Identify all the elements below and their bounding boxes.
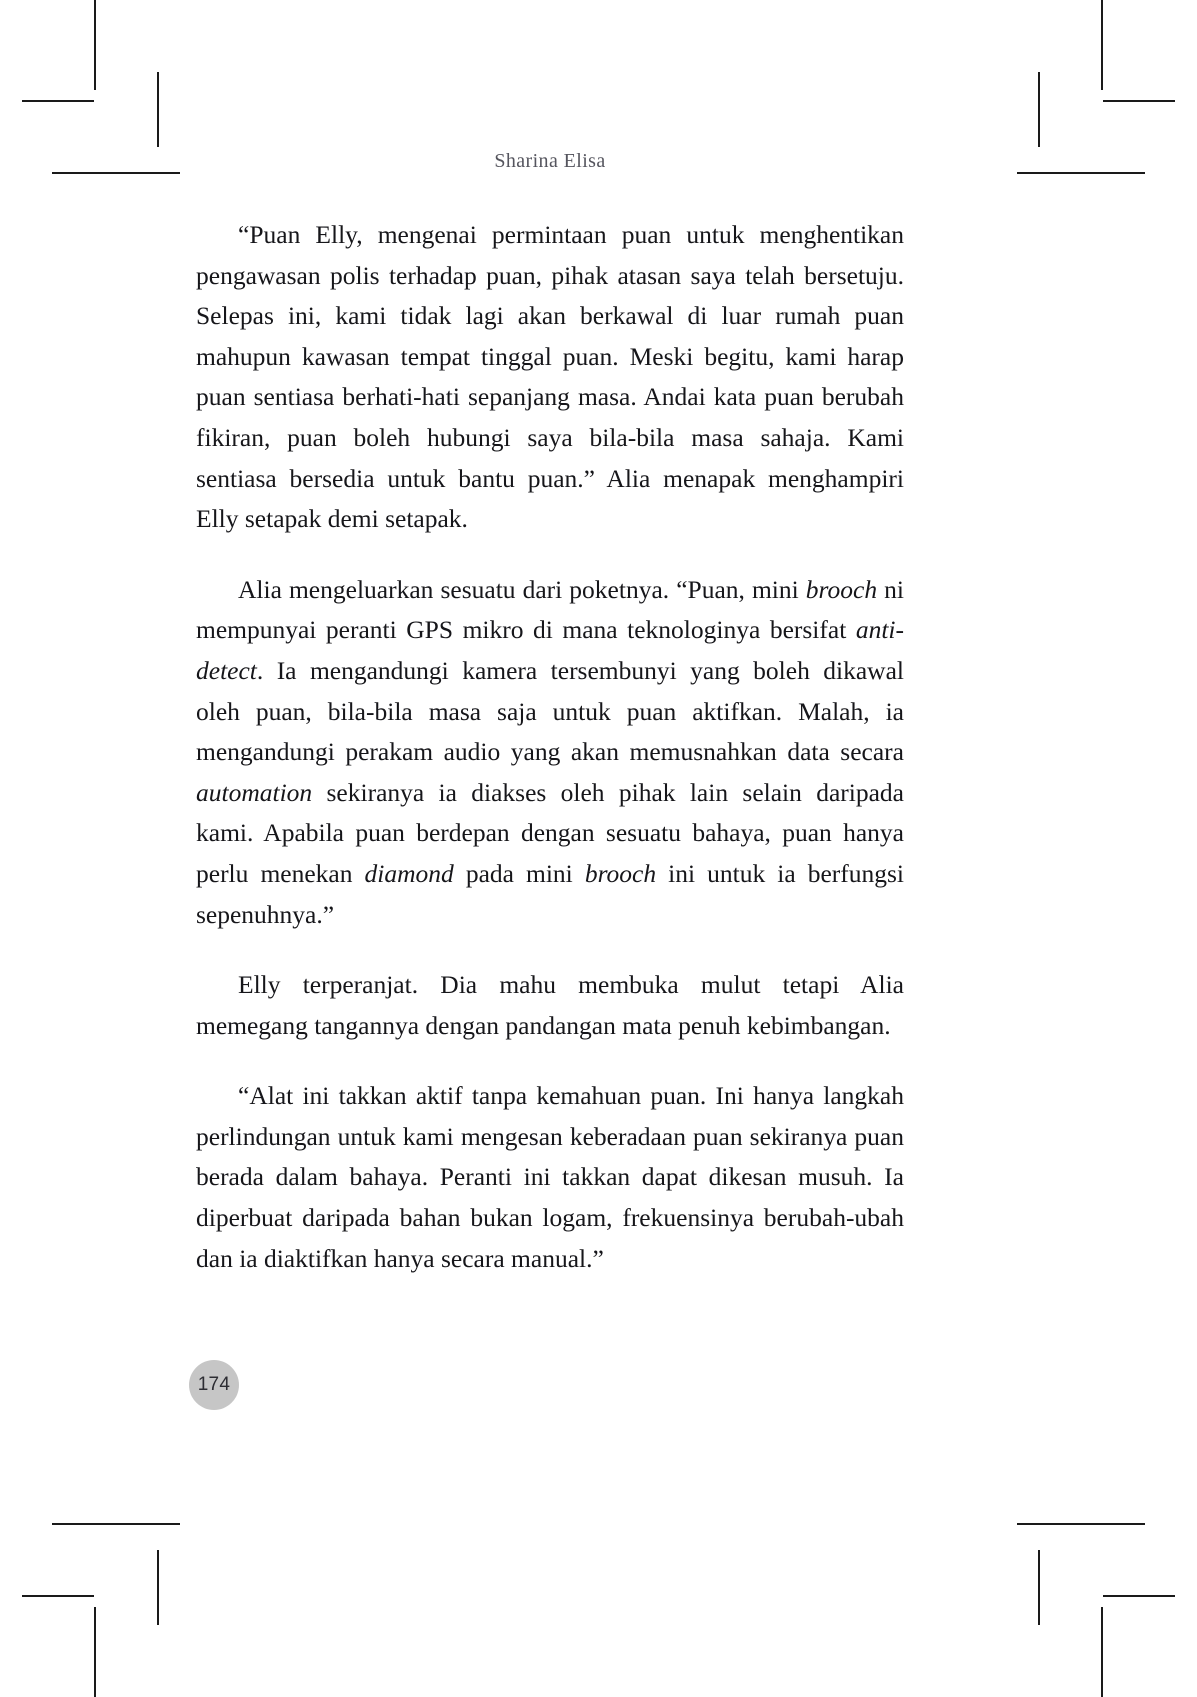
crop-mark-top-right-inner-vertical: [1038, 72, 1040, 147]
crop-mark-top-right-vertical: [1101, 0, 1103, 90]
italic-term: diamond: [364, 858, 454, 888]
crop-mark-top-left-horizontal: [22, 100, 94, 102]
paragraph-p1: [196, 215, 904, 540]
text-run: Elly terperanjat. Dia mahu membuka mulut tetapi Alia memegang tangannya dengan pandangan mata penuh kebimbangan.: [196, 970, 904, 1040]
crop-mark-bottom-right-inner-horizontal: [1017, 1523, 1145, 1525]
crop-mark-bottom-left-inner-vertical: [157, 1550, 159, 1625]
text-run: “Alat ini takkan aktif tanpa kemahuan puan. Ini hanya langkah perlindungan untuk kami mengesan keberadaan puan sekiranya puan berada dalam bahaya. Peranti ini takkan dapat dikesan musuh. Ia diperbuat daripada bahan bukan logam, frekuensinya berubah-ubah dan ia diaktifkan hanya secara manual.”: [196, 1081, 904, 1273]
paragraph-p3: [196, 965, 904, 1046]
italic-term: brooch: [805, 574, 878, 604]
text-column: [196, 150, 904, 1279]
crop-mark-top-right-horizontal: [1103, 100, 1175, 102]
italic-term: brooch: [584, 858, 657, 888]
crop-mark-bottom-right-inner-vertical: [1038, 1550, 1040, 1625]
running-head: Sharina Elisa: [494, 150, 606, 172]
crop-mark-bottom-right-horizontal: [1103, 1595, 1175, 1597]
body-text: [196, 215, 904, 1279]
crop-mark-bottom-right-vertical: [1101, 1607, 1103, 1697]
crop-mark-top-right-inner-horizontal: [1017, 172, 1145, 174]
crop-mark-bottom-left-inner-horizontal: [52, 1523, 180, 1525]
italic-term: anti-detect: [196, 615, 904, 685]
paragraph-p2: [196, 570, 904, 935]
text-run: . Ia mengandungi kamera tersembunyi yang boleh dikawal oleh puan, bila-bila masa saja untuk puan aktifkan. Malah, ia mengandungi perakam audio yang akan memusnahkan data secara: [196, 655, 904, 767]
crop-mark-top-left-inner-vertical: [157, 72, 159, 147]
page-number-badge: [189, 1360, 239, 1410]
text-run: pada mini: [453, 858, 585, 888]
paragraph-p4: [196, 1076, 904, 1279]
crop-mark-top-left-vertical: [94, 0, 96, 90]
text-run: Alia mengeluarkan sesuatu dari poketnya. “Puan, mini: [238, 574, 806, 604]
text-run: sekiranya ia diakses oleh pihak lain selain daripada kami. Apabila puan berdepan dengan sesuatu bahaya, puan hanya perlu menekan: [196, 777, 904, 888]
crop-mark-bottom-left-horizontal: [22, 1595, 94, 1597]
text-run: “Puan Elly, mengenai permintaan puan untuk menghentikan pengawasan polis terhadap puan, pihak atasan saya telah bersetuju. Selepas ini, kami tidak lagi akan berkawal di luar rumah puan mahupun kawasan tempat tinggal puan. Meski begitu, kami harap puan sentiasa berhati-hati sepanjang masa. Andai kata puan berubah fikiran, puan boleh hubungi saya bila-bila masa sahaja. Kami sentiasa bersedia untuk bantu puan.” Alia menapak menghampiri Elly setapak demi setapak.: [196, 220, 904, 534]
crop-mark-bottom-left-vertical: [94, 1607, 96, 1697]
page-number-label: 174: [197, 1374, 231, 1395]
italic-term: automation: [196, 777, 313, 807]
text-run: ini untuk ia berfungsi sepenuhnya.”: [196, 858, 905, 929]
text-run: ni mempunyai peranti GPS mikro di mana teknologinya bersifat: [196, 574, 904, 645]
crop-mark-top-left-inner-horizontal: [52, 172, 180, 174]
